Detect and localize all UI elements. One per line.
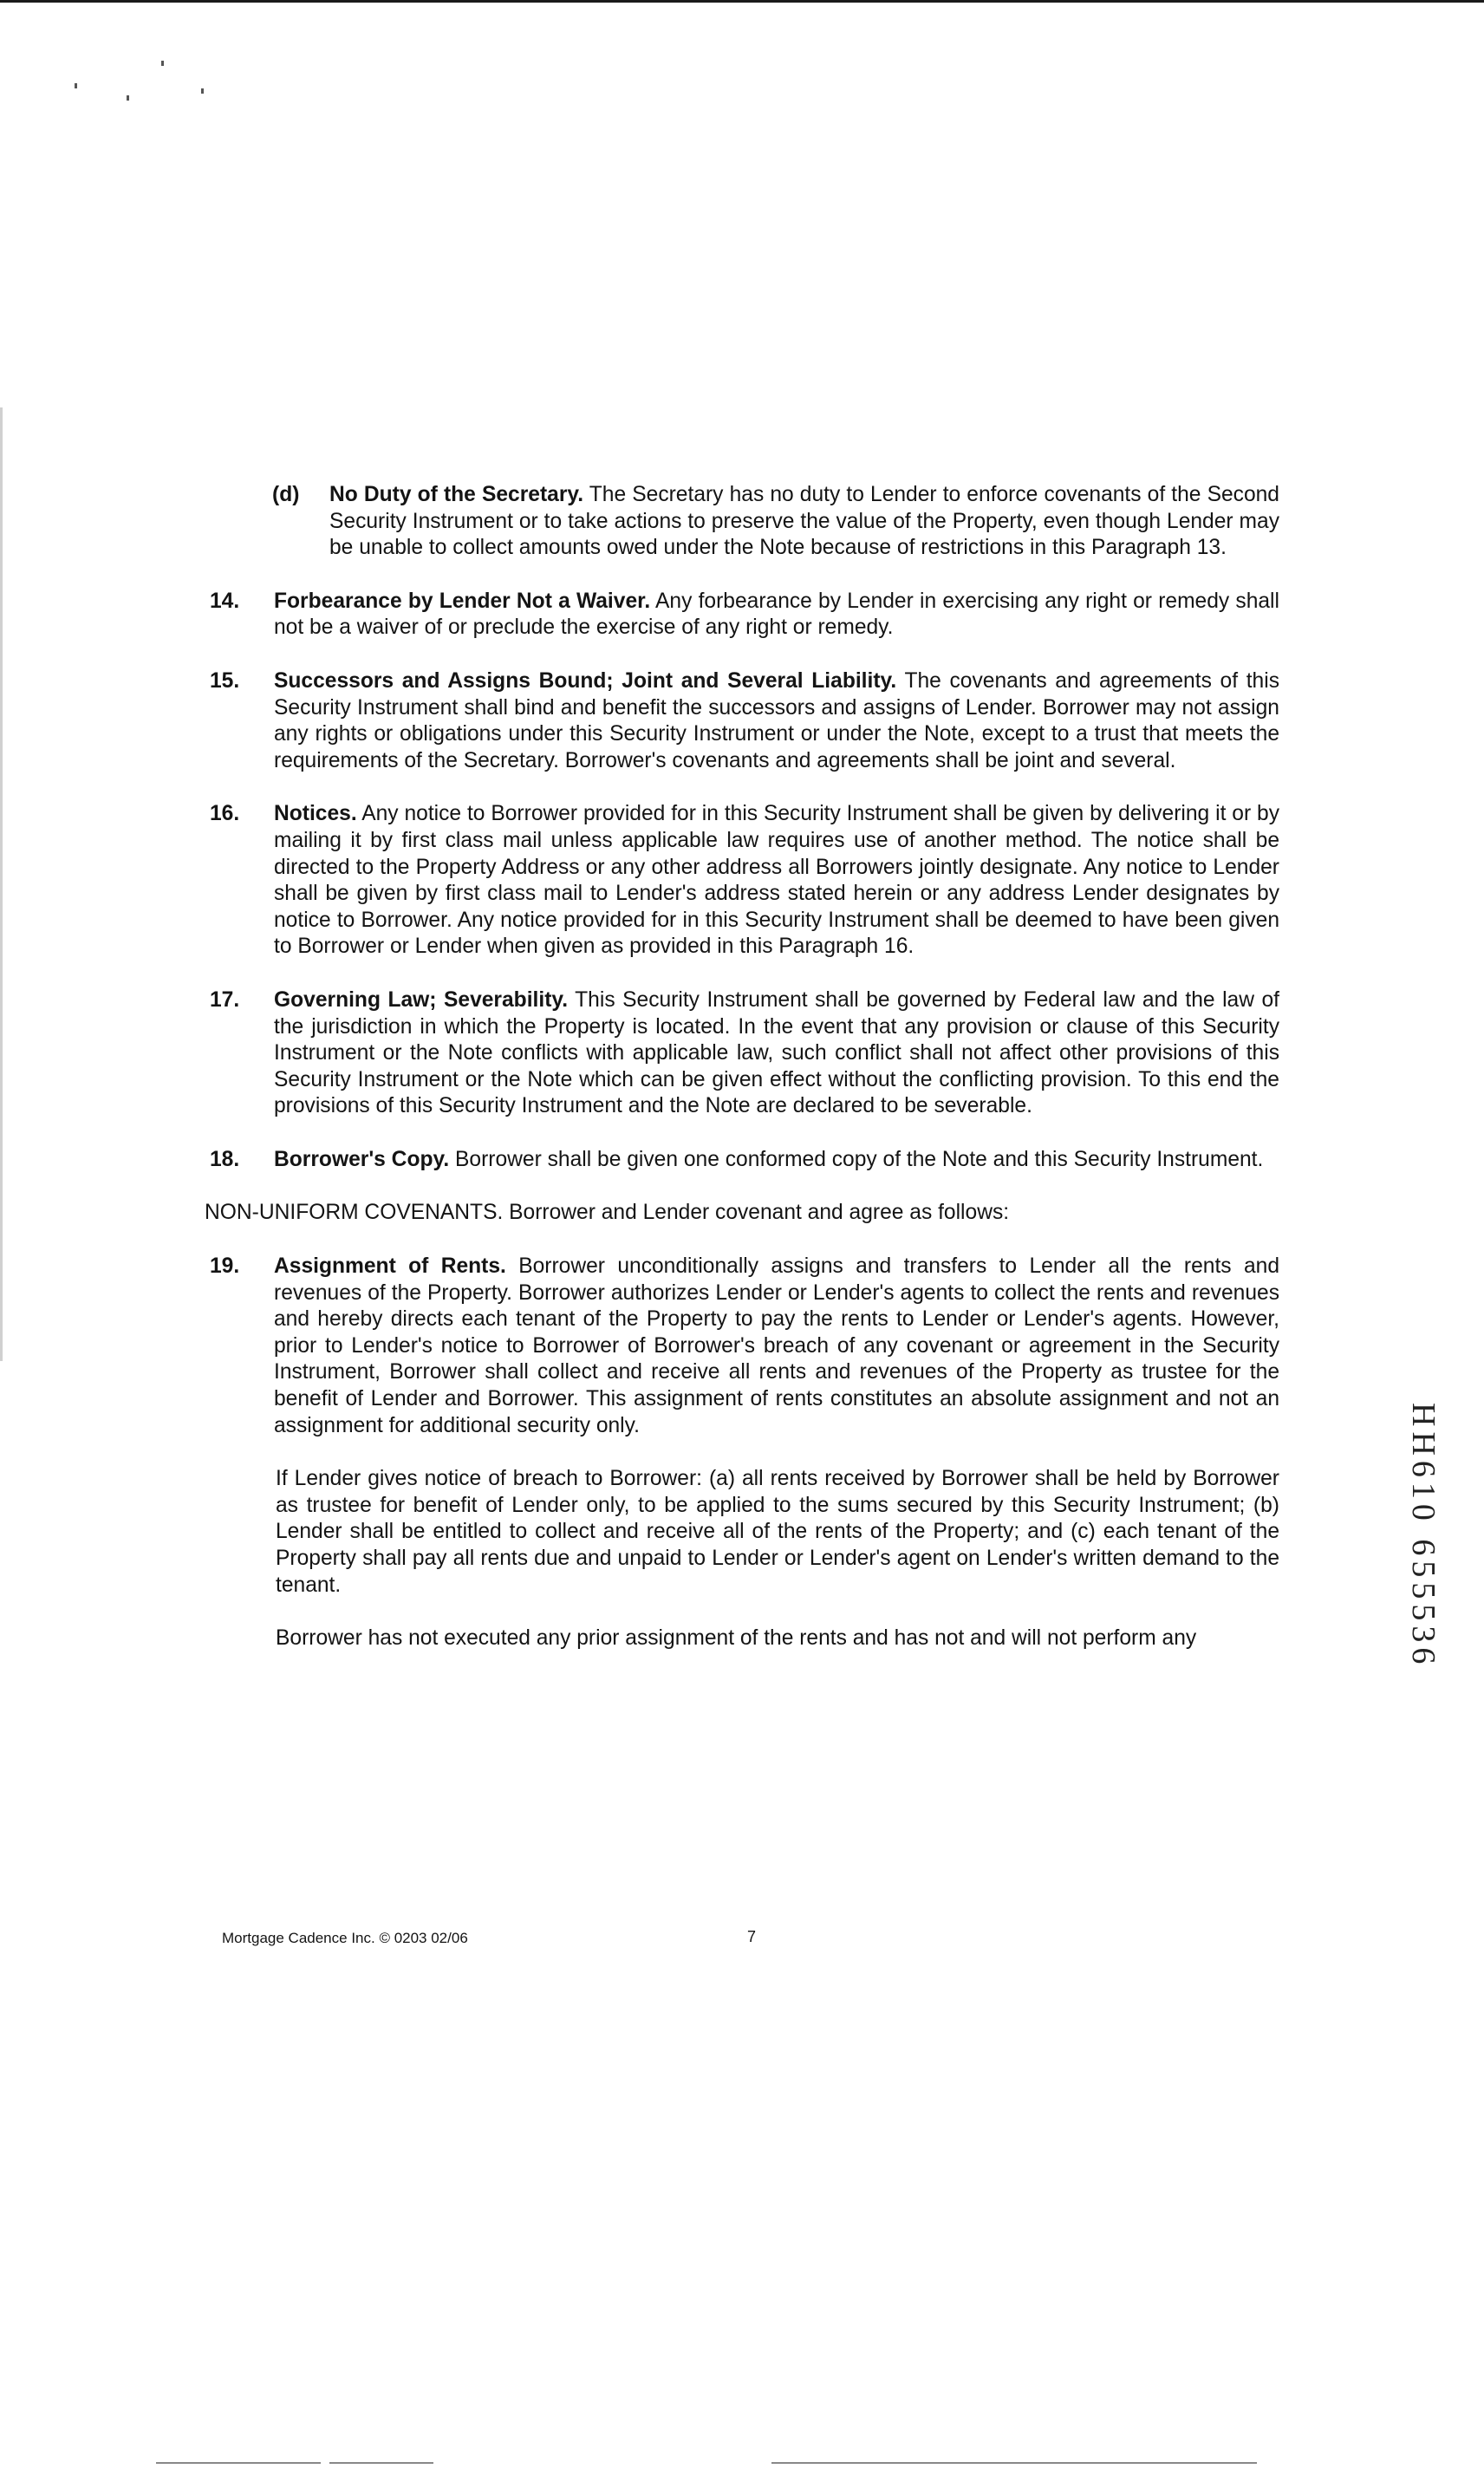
scan-speck xyxy=(75,83,77,88)
section-number: 14. xyxy=(210,589,240,613)
section-heading: Forbearance by Lender Not a Waiver. xyxy=(274,589,651,613)
scan-speck xyxy=(161,61,164,66)
scan-speck xyxy=(201,88,204,94)
section-heading: Governing Law; Severability. xyxy=(274,987,569,1012)
section-text: This Security Instrument shall be governed by Federal law and the law of the jurisdiction in which the Property is located. In the event that any provision or clause of this Security Instrument or the Note conflicts with applicable law, such conflict shall not affect other provisions of this Security Instrument or the Note which can be given effect without the conflicting provision. To this end the provisions of this Security Instrument and the Note are declared to be severable. xyxy=(274,987,1280,1118)
section-heading: No Duty of the Secretary. xyxy=(329,483,584,506)
section-text: Any notice to Borrower provided for in this Security Instrument shall be given by delivering it or by mailing it by first class mail unless applicable law requires use of another method. The notice shall be directed to the Property Address or any other address all Borrowers jointly designate. Any notice to Lender shall be given by first class mail to Lender's address stated herein or any address Lender designates by notice to Borrower. Any notice provided for in this Security Instrument shall be deemed to have been given to Borrower or Lender when given as provided in this Paragraph 16. xyxy=(274,802,1279,959)
section-number: 15. xyxy=(210,668,240,693)
non-uniform-covenants: NON-UNIFORM COVENANTS. Borrower and Lender covenant and agree as follows: xyxy=(205,1201,1010,1225)
document-body xyxy=(205,482,1279,1679)
section-text: Any forbearance by Lender in exercising any right or remedy shall not be a waiver of or preclude the exercise of any right or remedy. xyxy=(274,589,1279,640)
scan-edge-bottom xyxy=(156,2462,321,2464)
section-text: Borrower unconditionally assigns and transfers to Lender all the rents and revenues of the Property. Borrower authorizes Lender or Lender's agents to collect the rents and revenues and hereby directs each tenant of the Property to pay the rents to Lender or Lender's agents. However, prior to Lender's notice to Borrower of Borrower's breach of any covenant or agreement in the Security Instrument, Borrower shall collect and receive all rents and revenues of the Property as trustee for the benefit of Lender and Borrower. This assignment of rents constitutes an absolute assignment and not an assignment for additional security only. xyxy=(274,1254,1280,1437)
section-d xyxy=(205,482,1279,562)
section-heading: Assignment of Rents. xyxy=(274,1254,506,1279)
section-number: 16. xyxy=(210,802,240,826)
section-19-paragraph-3: Borrower has not executed any prior assignment of the rents and has not and will not perform any xyxy=(276,1626,1197,1651)
section-14 xyxy=(205,589,1279,642)
section-number: 19. xyxy=(210,1254,240,1279)
section-number: 17. xyxy=(210,987,240,1012)
section-text: Borrower shall be given one conformed copy of the Note and this Security Instrument. xyxy=(449,1147,1264,1171)
scan-edge-left xyxy=(0,407,3,1361)
section-18 xyxy=(205,1147,1279,1174)
section-16 xyxy=(205,801,1279,961)
section-heading: Borrower's Copy. xyxy=(274,1147,450,1171)
section-text: The Secretary has no duty to Lender to enforce covenants of the Second Security Instrument or to take actions to preserve the value of the Property, even though Lender may be unable to collect amounts owed under the Note because of restrictions in this Paragraph 13. xyxy=(329,483,1279,560)
section-19-paragraph-2: If Lender gives notice of breach to Borrower: (a) all rents received by Borrower shall be held by Borrower as trustee for benefit of Lender only, to be applied to the sums secured by this Security Instrument; (b) Lender shall be entitled to collect and receive all of the rents of the Property; and (c) each tenant of the Property shall pay all rents due and unpaid to Lender or Lender's agent on Lender's written demand to the tenant. xyxy=(276,1467,1279,1597)
scan-speck xyxy=(127,95,129,101)
section-heading: Notices. xyxy=(274,802,357,826)
section-text: The covenants and agreements of this Security Instrument shall bind and benefit the successors and assigns of Lender. Borrower may not assign any rights or obligations under this Security Instrument or under the Note, except to a trust that meets the requirements of the Secretary. Borrower's covenants and agreements shall be joint and several. xyxy=(274,668,1279,772)
margin-stamp: HH610 655536 xyxy=(1405,1403,1442,1670)
page-number: 7 xyxy=(747,1928,757,1945)
scan-edge-bottom xyxy=(771,2462,1257,2464)
section-15 xyxy=(205,668,1279,774)
section-number: 18. xyxy=(210,1147,240,1171)
section-17 xyxy=(205,987,1279,1120)
scan-edge-bottom xyxy=(329,2462,433,2464)
section-heading: Successors and Assigns Bound; Joint and Several Liability. xyxy=(274,668,897,693)
section-19 xyxy=(205,1254,1279,1439)
section-number: (d) xyxy=(272,483,300,506)
scan-edge-top xyxy=(0,0,1484,3)
footer-copyright: Mortgage Cadence Inc. © 0203 02/06 xyxy=(222,1930,468,1946)
